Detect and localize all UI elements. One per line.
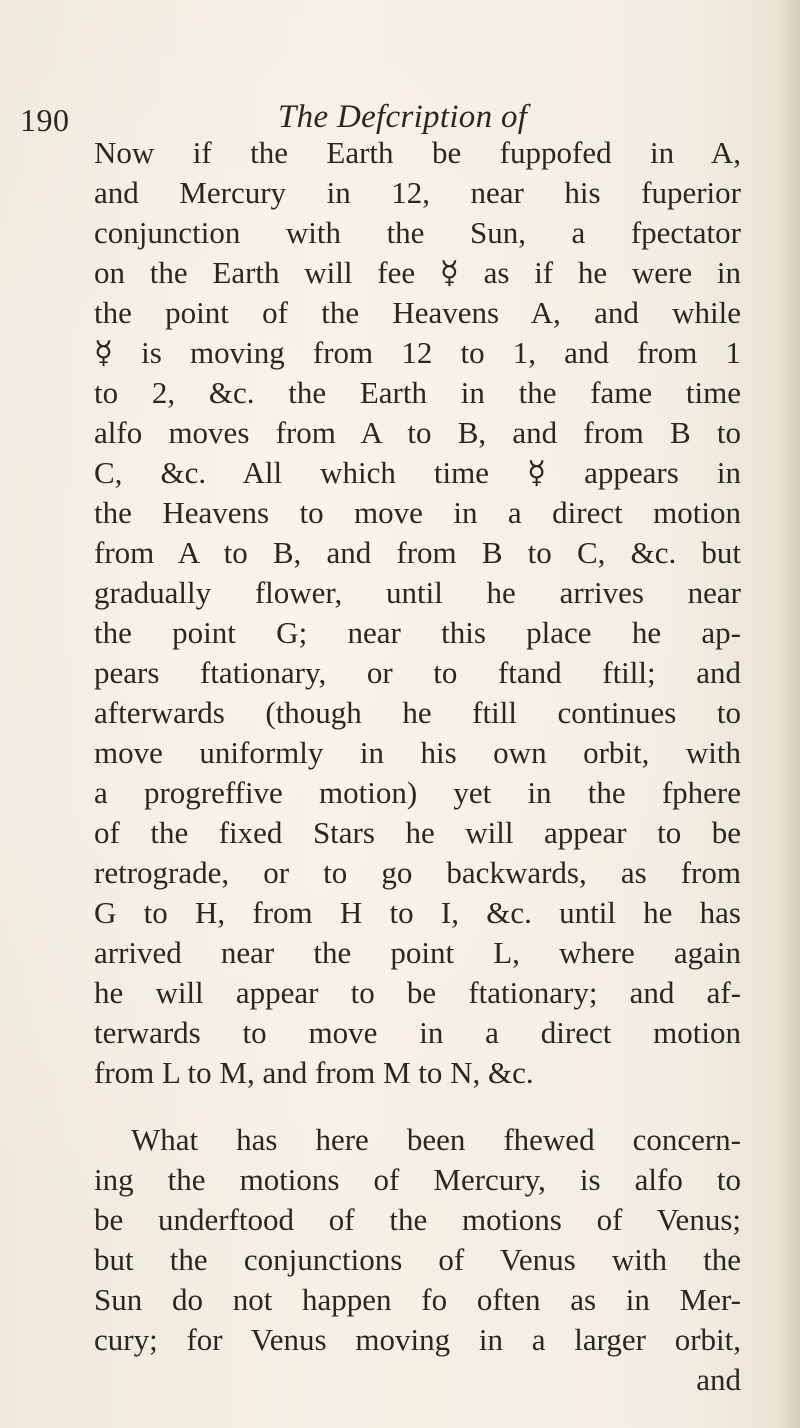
running-head: The Defcription of (278, 99, 528, 135)
text-line: cury; for Venus moving in a larger orbit, (94, 1322, 741, 1357)
text-line: the point G; near this place he ap- (94, 615, 741, 650)
text-line: conjunction with the Sun, a fpectator (94, 215, 741, 250)
text-line: to 2, &c. the Earth in the fame time (94, 375, 741, 410)
text-line: but the conjunctions of Venus with the (94, 1242, 741, 1277)
text-line: pears ftationary, or to ftand ftill; and (94, 655, 741, 690)
text-line: C, &c. All which time ☿ appears in (94, 455, 741, 490)
text-line: terwards to move in a direct motion (94, 1015, 741, 1050)
text-line: Now if the Earth be fuppofed in A, (94, 135, 741, 170)
text-line: alfo moves from A to B, and from B to (94, 415, 741, 450)
text-line: from L to M, and from M to N, &c. (94, 1055, 534, 1090)
text-line: be underftood of the motions of Venus; (94, 1202, 741, 1237)
text-line: a progreffive motion) yet in the fphere (94, 775, 741, 810)
text-line: gradually flower, until he arrives near (94, 575, 741, 610)
text-line: from A to B, and from B to C, &c. but (94, 535, 741, 570)
text-line: G to H, from H to I, &c. until he has (94, 895, 741, 930)
text-line: the point of the Heavens A, and while (94, 295, 741, 330)
text-line: arrived near the point L, where again (94, 935, 741, 970)
text-line: the Heavens to move in a direct motion (94, 495, 741, 530)
page-number: 190 (20, 102, 70, 138)
catchword: and (696, 1362, 741, 1397)
text-line: afterwards (though he ftill continues to (94, 695, 741, 730)
text-line: on the Earth will fee ☿ as if he were in (94, 255, 741, 290)
text-line: retrograde, or to go backwards, as from (94, 855, 741, 890)
text-line: he will appear to be ftationary; and af- (94, 975, 741, 1010)
text-line: Sun do not happen fo often as in Mer- (94, 1282, 741, 1317)
text-line: and Mercury in 12, near his fuperior (94, 175, 741, 210)
text-line: move uniformly in his own orbit, with (94, 735, 741, 770)
text-line: ing the motions of Mercury, is alfo to (94, 1162, 741, 1197)
text-line: What has here been fhewed concern- (131, 1122, 741, 1157)
page-edge-shadow (778, 0, 800, 1428)
text-line: ☿ is moving from 12 to 1, and from 1 (94, 335, 741, 370)
text-line: of the fixed Stars he will appear to be (94, 815, 741, 850)
